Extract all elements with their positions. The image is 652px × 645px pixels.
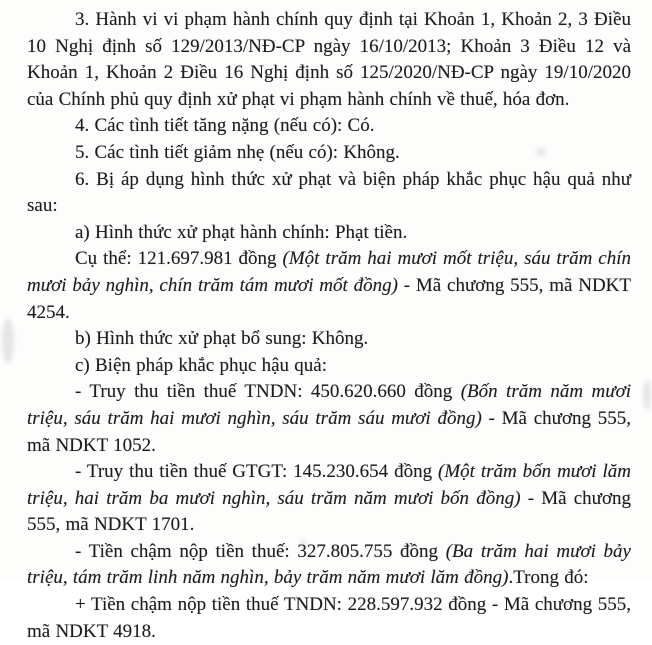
late-payment-tndn-text: + Tiền chậm nộp tiền thuế TNDN: 228.597.932 đồng - Mã chương 555, mã NDKT 4918. — [27, 594, 631, 642]
paragraph-aggravating-item-4 — [27, 113, 631, 140]
late-payment-tail: .Trong đó: — [508, 567, 589, 589]
recovery-gtgt-lead: - Truy thu tiền thuế GTGT: 145.230.654 đồng — [75, 461, 439, 483]
paragraph-late-payment-tndn — [27, 592, 631, 645]
paragraph-late-payment — [27, 539, 631, 592]
remedial-measures-6c-text: c) Biện pháp khắc phục hậu quả: — [75, 354, 328, 376]
paragraph-recovery-tndn — [27, 379, 631, 459]
violation-item-3-text: 3. Hành vi vi phạm hành chính quy định tại Khoản 1, Khoản 2, 3 Điều 10 Nghị định số 129/2013/NĐ-CP ngày 16/10/2013; Khoản 3 Điều 12 và Khoản 1, Khoản 2 Điều 16 Nghị định số 125/2020/NĐ-CP ngày 19/10/2020 của Chính phủ quy định xử phạt vi phạm hành chính về thuế, hóa đơn. — [27, 9, 631, 110]
scan-artifact — [2, 318, 14, 364]
sanctions-item-6-text: 6. Bị áp dụng hình thức xử phạt và biện pháp khắc phục hậu quả như sau: — [27, 168, 631, 217]
recovery-gtgt-in-words: (Một trăm bốn mươi lăm triệu, hai trăm ba mươi nghìn, sáu trăm năm mươi bốn đồng) — [27, 461, 631, 509]
late-payment-in-words: (Ba trăm hai mươi bảy triệu, tám trăm linh năm nghìn, bảy trăm năm mươi lăm đồng) — [27, 540, 631, 589]
paragraph-violation-item-3 — [27, 7, 631, 113]
paragraph-recovery-gtgt — [27, 459, 631, 539]
late-payment-lead: - Tiền chậm nộp tiền thuế: 327.805.755 đồng — [75, 540, 446, 562]
paragraph-remedial-measures-6c — [27, 353, 631, 380]
scan-artifact — [643, 380, 651, 410]
recovery-tndn-in-words: (Bốn trăm năm mươi triệu, sáu trăm hai mươi nghìn, sáu trăm sáu mươi đồng) — [27, 381, 631, 429]
main-sanction-6a-text: a) Hình thức xử phạt hành chính: Phạt tiền. — [75, 221, 408, 243]
fine-amount-lead: Cụ thể: 121.697.981 đồng — [75, 248, 283, 270]
recovery-tndn-lead: - Truy thu tiền thuế TNDN: 450.620.660 đồng — [75, 381, 461, 403]
additional-sanction-6b-text: b) Hình thức xử phạt bổ sung: Không. — [75, 328, 369, 350]
recovery-tndn-tail: - Mã chương 555, mã NDKT 1052. — [27, 407, 631, 456]
paragraph-main-sanction-6a — [27, 220, 631, 247]
fine-amount-in-words: (Một trăm hai mươi mốt triệu, sáu trăm chín mươi bảy nghìn, chín trăm tám mươi mốt đồng) — [27, 248, 631, 296]
paragraph-sanctions-item-6 — [27, 167, 631, 220]
paragraph-mitigating-item-5 — [27, 140, 631, 167]
recovery-gtgt-tail: - Mã chương 555, mã NDKT 1701. — [27, 487, 631, 536]
paragraph-fine-amount — [27, 246, 631, 326]
mitigating-item-5-text: 5. Các tình tiết giảm nhẹ (nếu có): Không. — [75, 141, 400, 163]
fine-amount-tail: - Mã chương 555, mã NDKT 4254. — [27, 274, 631, 323]
aggravating-item-4-text: 4. Các tình tiết tăng nặng (nếu có): Có. — [75, 115, 375, 137]
paragraph-additional-sanction-6b — [27, 326, 631, 353]
